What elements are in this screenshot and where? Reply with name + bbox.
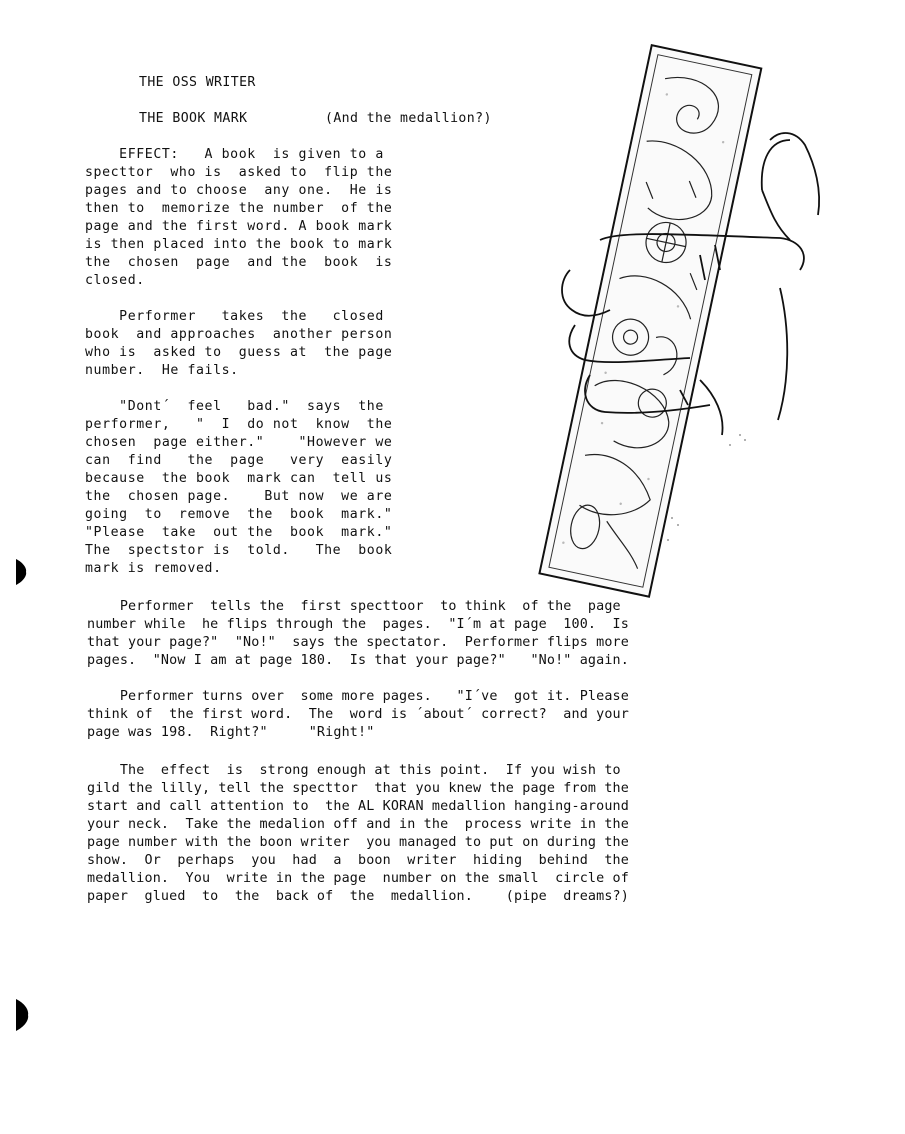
text-line: performer, " I do not know the xyxy=(85,417,393,432)
section-title: THE BOOK MARK xyxy=(139,111,248,126)
text-line: pages and to choose any one. He is xyxy=(85,183,393,198)
text-line: Performer tells the first specttoor to think of the page xyxy=(87,599,621,614)
text-line: medallion. You write in the page number on the small circle of xyxy=(87,871,629,886)
text-line: number while he flips through the pages. "I´m at page 100. Is xyxy=(87,617,629,632)
text-line: EFFECT: A book is given to a xyxy=(85,147,384,162)
text-line: page and the first word. A book mark xyxy=(85,219,393,234)
text-line: specttor who is asked to flip the xyxy=(85,165,393,180)
text-line: mark is removed. xyxy=(85,561,222,576)
text-line: think of the first word. The word is ´about´ correct? and your xyxy=(87,707,629,722)
text-line: then to memorize the number of the xyxy=(85,201,393,216)
text-line: chosen page either." "However we xyxy=(85,435,393,450)
text-line: your neck. Take the medalion off and in the process write in the xyxy=(87,817,629,832)
scan-mark-icon xyxy=(14,557,28,587)
text-line: The spectstor is told. The book xyxy=(85,543,393,558)
hand-holding-bookmark-icon xyxy=(500,40,840,605)
scan-mark-icon xyxy=(14,997,30,1033)
bookmark-icon xyxy=(539,45,761,596)
text-line: the chosen page. But now we are xyxy=(85,489,393,504)
page-title: THE OSS WRITER xyxy=(139,75,256,90)
text-line: Performer takes the closed xyxy=(85,309,384,324)
text-line: "Dont´ feel bad." says the xyxy=(85,399,384,414)
text-line: number. He fails. xyxy=(85,363,239,378)
text-line: the chosen page and the book is xyxy=(85,255,393,270)
text-line: page number with the boon writer you managed to put on during the xyxy=(87,835,629,850)
text-line: because the book mark can tell us xyxy=(85,471,393,486)
text-line: closed. xyxy=(85,273,145,288)
text-line: Performer turns over some more pages. "I´ve got it. Please xyxy=(87,689,629,704)
section-subtitle: (And the medallion?) xyxy=(325,111,492,126)
text-line: "Please take out the book mark." xyxy=(85,525,393,540)
text-line: show. Or perhaps you had a boon writer hiding behind the xyxy=(87,853,629,868)
text-line: gild the lilly, tell the specttor that you knew the page from the xyxy=(87,781,629,796)
text-line: that your page?" "No!" says the spectator. Performer flips more xyxy=(87,635,629,650)
text-line: page was 198. Right?" "Right!" xyxy=(87,725,375,740)
text-line: who is asked to guess at the page xyxy=(85,345,393,360)
text-line: can find the page very easily xyxy=(85,453,393,468)
text-line: book and approaches another person xyxy=(85,327,393,342)
text-line: The effect is strong enough at this point. If you wish to xyxy=(87,763,621,778)
text-line: is then placed into the book to mark xyxy=(85,237,393,252)
text-line: pages. "Now I am at page 180. Is that your page?" "No!" again. xyxy=(87,653,629,668)
text-line: start and call attention to the AL KORAN medallion hanging-around xyxy=(87,799,629,814)
text-line: going to remove the book mark." xyxy=(85,507,393,522)
text-line: paper glued to the back of the medallion. (pipe dreams?) xyxy=(87,889,629,904)
